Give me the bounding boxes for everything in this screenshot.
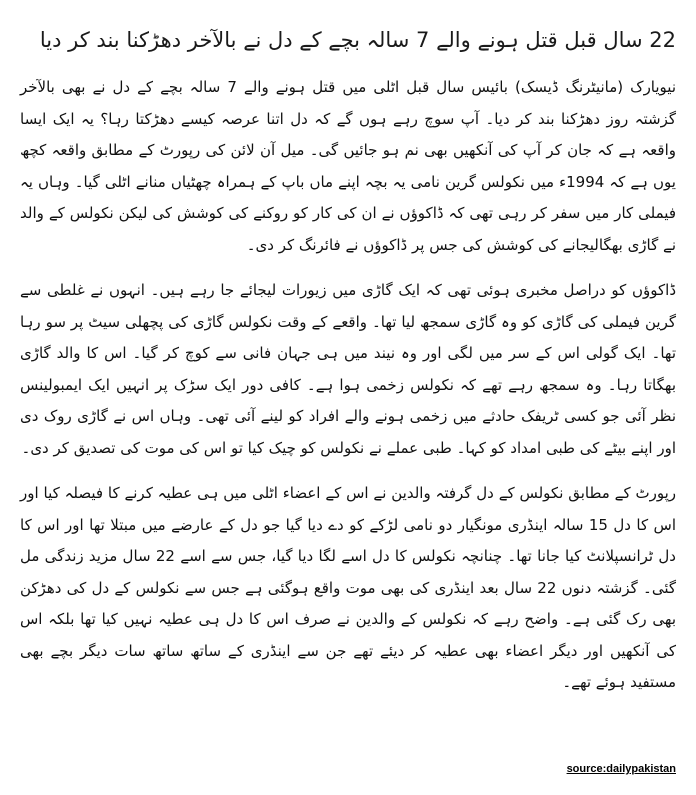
source-credit[interactable]: source:dailypakistan (566, 763, 676, 775)
article-paragraph-2: ڈاکوؤں کو دراصل مخبری ہوئی تھی کہ ایک گاڑی میں زیورات لیجائے جا رہے ہیں۔ انہوں نے غلطی سے گرین فیملی کی گاڑی کو وہ گاڑی سمجھ لیا تھا۔ واقعے کے وقت نکولس گاڑی کی پچھلی سیٹ پر سو رہا تھا۔ ایک گولی اس کے سر میں لگی اور وہ نیند میں ہی جہان فانی سے کوچ کر گیا۔ اس کا والد گاڑی بھگاتا رہا۔ وہ سمجھ رہے تھے کہ نکولس زخمی ہوا ہے۔ کافی دور ایک سڑک پر انہیں ایک ایمبولینس نظر آئی جو کسی ٹریفک حادثے میں زخمی ہونے والے افراد کو لینے آئی تھی۔ وہاں اس نے گاڑی روک دی اور اپنے بیٹے کی طبی امداد کو کہا۔ طبی عملے نے نکولس کو چیک کیا تو اس کی موت کی تصدیق کر دی۔ (20, 281, 676, 457)
article (20, 22, 676, 713)
article-headline: 22 سال قبل قتل ہونے والے 7 سالہ بچے کے دل نے بالآخر دھڑکنا بند کر دیا (39, 28, 676, 52)
article-paragraph-3: رپورٹ کے مطابق نکولس کے دل گرفتہ والدین نے اس کے اعضاء اٹلی میں ہی عطیہ کرنے کا فیصلہ کیا اور اس کا دل 15 سالہ اینڈری مونگیار دو نامی لڑکے کو دے دیا گیا جو دل کے عارضے میں مبتلا تھا اور اس کا دل ٹرانسپلانٹ کیا جانا تھا۔ چنانچہ نکولس کا دل اسے لگا دیا گیا، جس سے اسے 22 سال مزید زندگی مل گئی۔ گزشتہ دنوں 22 سال بعد اینڈری کی بھی موت واقع ہوگئی ہے جس سے نکولس کے دل کی دھڑکن بھی رک گئی ہے۔ واضح رہے کہ نکولس کے والدین نے صرف اس کا دل ہی عطیہ نہیں کیا تھا بلکہ اس کی آنکھیں اور دیگر اعضاء بھی عطیہ کر دیئے تھے جن سے اینڈری کے ساتھ ساتھ سات دیگر بچے بھی مستفید ہوئے تھے۔ (20, 484, 677, 691)
article-paragraph-1: نیویارک (مانیٹرنگ ڈیسک) بائیس سال قبل اٹلی میں قتل ہونے والے 7 سالہ بچے کے دل نے بھی بالآخر گزشتہ روز دھڑکنا بند کر دیا۔ آپ سوچ رہے ہوں گے کہ دل اتنا عرصہ کیسے دھڑکتا رہا؟ یہ ایک ایسا واقعہ ہے کہ جان کر آپ کی آنکھیں بھی نم ہو جائیں گی۔ میل آن لائن کی رپورٹ کے مطابق واقعہ کچھ یوں ہے کہ 1994ء میں نکولس گرین نامی یہ بچہ اپنے ماں باپ کے ہمراہ چھٹیاں منانے اٹلی گیا۔ وہاں یہ فیملی کار میں سفر کر رہی تھی کہ ڈاکوؤں نے ان کی کار کو روکنے کی کوشش کی لیکن نکولس کے والد نے گاڑی بھگالیجانے کی کوشش کی جس پر ڈاکوؤں نے فائرنگ کر دی۔ (20, 78, 677, 254)
